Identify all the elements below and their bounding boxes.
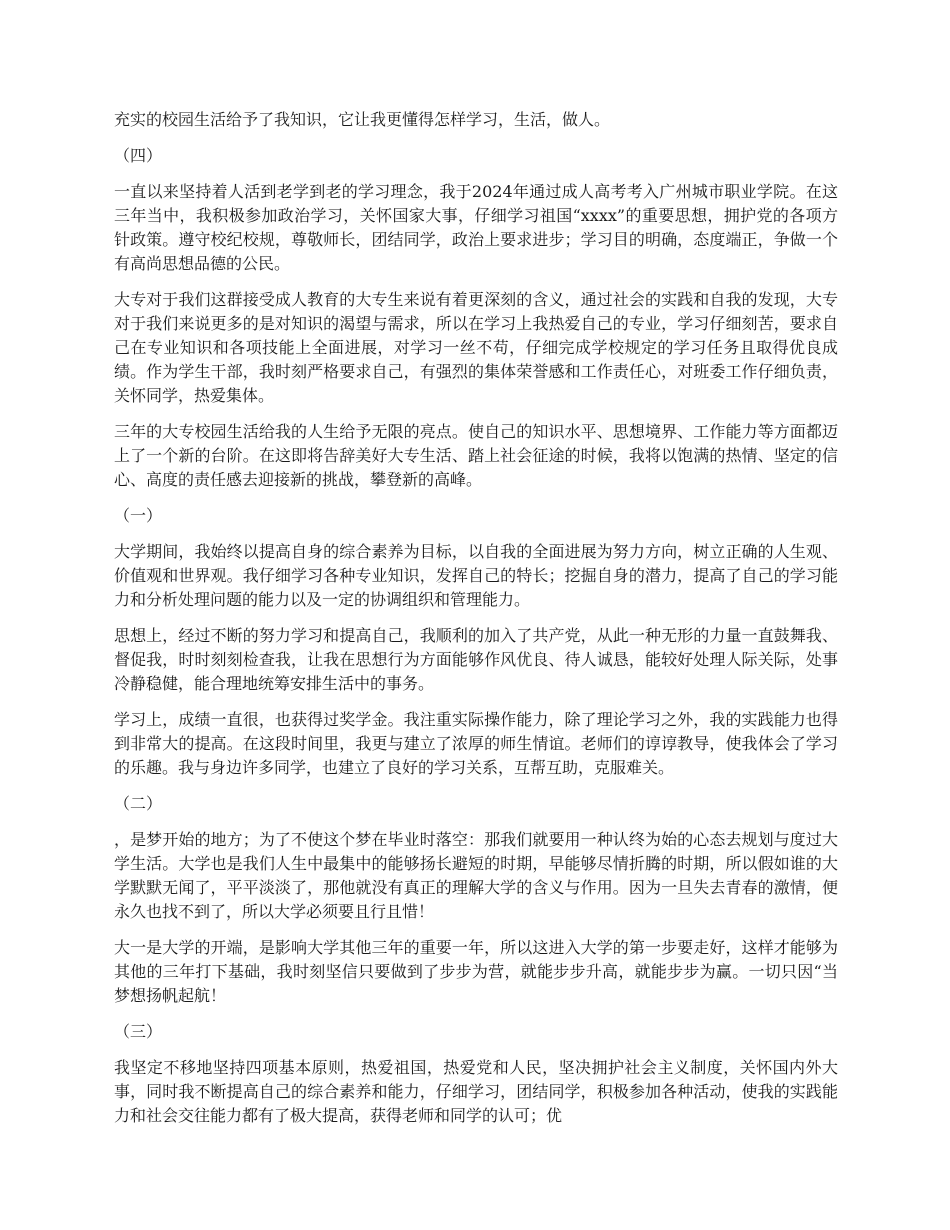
paragraph: 一直以来坚持着人活到老学到老的学习理念，我于2024年通过成人高考考入广州城市职业学院。在这三年当中，我积极参加政治学习，关怀国家大事，仔细学习祖国“xxxx”的重要思想，拥护党的各项方针政策。遵守校纪校规，尊敬师长，团结同学，政治上要求进步；学习目的明确，态度端正，争做一个有高尚思想品德的公民。	[114, 182, 838, 273]
paragraph: 三年的大专校园生活给我的人生给予无限的亮点。使自己的知识水平、思想境界、工作能力等方面都迈上了一个新的台阶。在这即将告辞美好大专生活、踏上社会征途的时候，我将以饱满的热情、坚定的信心、高度的责任感去迎接新的挑战，攀登新的高峰。	[114, 422, 838, 489]
section-heading: （一）	[114, 506, 163, 525]
paragraph: 学习上，成绩一直很，也获得过奖学金。我注重实际操作能力，除了理论学习之外，我的实践能力也得到非常大的提高。在这段时间里，我更与建立了浓厚的师生情谊。老师们的谆谆教导，使我体会了学习的乐趣。我与身边许多同学，也建立了良好的学习关系，互帮互助，克服难关。	[114, 710, 838, 777]
paragraph: ，是梦开始的地方；为了不使这个梦在毕业时落空：那我们就要用一种认终为始的心态去规划与度过大学生活。大学也是我们人生中最集中的能够扬长避短的时期，早能够尽情折腾的时期，所以假如谁的大学默默无闻了，平平淡淡了，那他就没有真正的理解大学的含义与作用。因为一旦失去青春的激情，便永久也找不到了，所以大学必须要且行且惜！	[114, 830, 838, 921]
section-heading: （四）	[114, 146, 163, 165]
paragraph: 大一是大学的开端，是影响大学其他三年的重要一年，所以这进入大学的第一步要走好，这样才能够为其他的三年打下基础，我时刻坚信只要做到了步步为营，就能步步升高，就能步步为赢。一切只因“当梦想扬帆起航！	[114, 938, 838, 1005]
document-body	[114, 108, 838, 1140]
paragraph: 思想上，经过不断的努力学习和提高自己，我顺利的加入了共产党，从此一种无形的力量一直鼓舞我、督促我，时时刻刻检查我，让我在思想行为方面能够作风优良、待人诚恳，能较好处理人际关际，处事冷静稳健，能合理地统筹安排生活中的事务。	[114, 626, 838, 693]
section-heading: （二）	[114, 794, 163, 813]
paragraph: 充实的校园生活给予了我知识，它让我更懂得怎样学习，生活，做人。	[114, 110, 611, 129]
paragraph: 我坚定不移地坚持四项基本原则，热爱祖国，热爱党和人民，坚决拥护社会主义制度，关怀国内外大事，同时我不断提高自己的综合素养和能力，仔细学习，团结同学，积极参加各种活动，使我的实践能力和社会交往能力都有了极大提高，获得老师和同学的认可；优	[114, 1058, 838, 1125]
section-heading: （三）	[114, 1022, 163, 1041]
paragraph: 大专对于我们这群接受成人教育的大专生来说有着更深刻的含义，通过社会的实践和自我的发现，大专对于我们来说更多的是对知识的渴望与需求，所以在学习上我热爱自己的专业，学习仔细刻苦，要求自己在专业知识和各项技能上全面进展，对学习一丝不苟，仔细完成学校规定的学习任务且取得优良成绩。作为学生干部，我时刻严格要求自己，有强烈的集体荣誉感和工作责任心，对班委工作仔细负责，关怀同学，热爱集体。	[114, 290, 838, 405]
paragraph: 大学期间，我始终以提高自身的综合素养为目标，以自我的全面进展为努力方向，树立正确的人生观、价值观和世界观。我仔细学习各种专业知识，发挥自己的特长；挖掘自身的潜力，提高了自己的学习能力和分析处理问题的能力以及一定的协调组织和管理能力。	[114, 542, 838, 609]
